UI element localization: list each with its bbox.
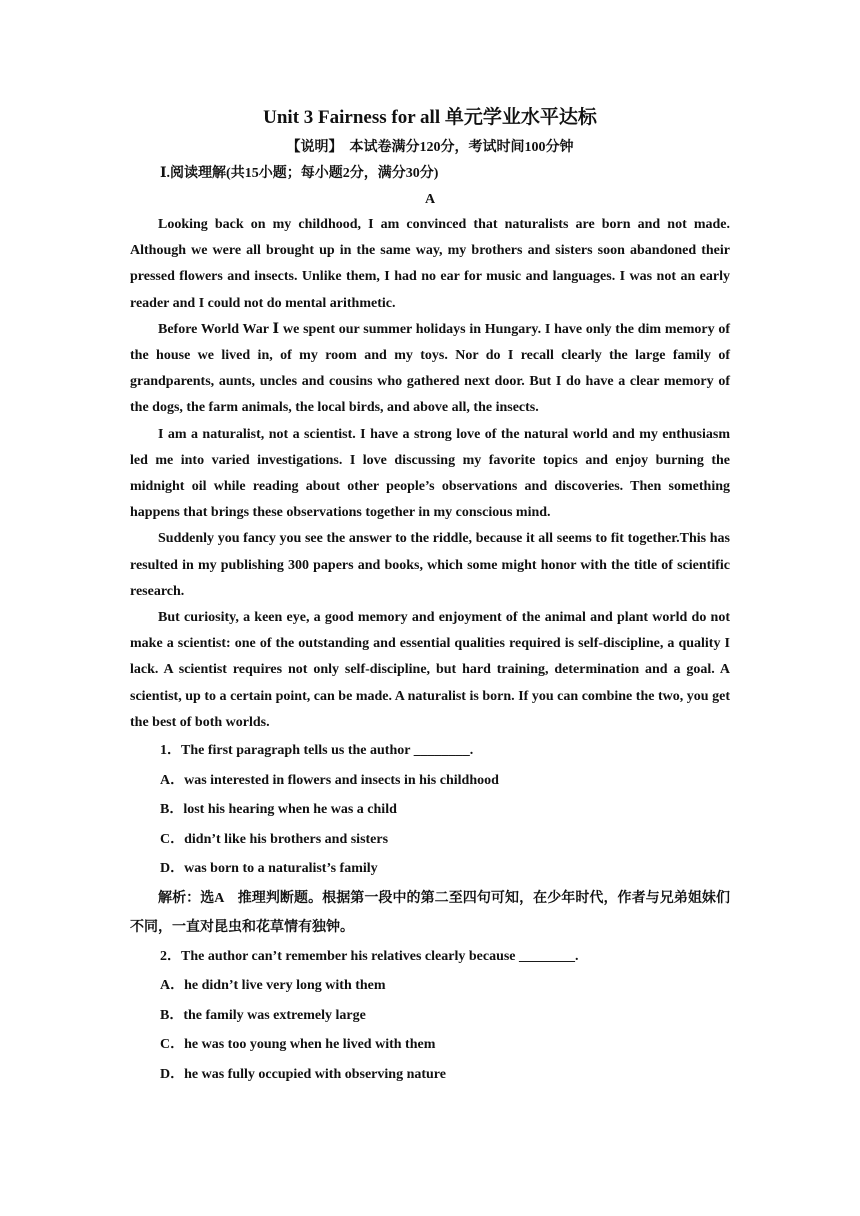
passage-paragraph: Suddenly you fancy you see the answer to the riddle, because it all seems to fit together.This has resulted in my publishing 300 papers and books, which some might honor with the title of scientific research.	[130, 531, 730, 599]
passage-paragraph: Looking back on my childhood, I am convinced that naturalists are born and not made. Although we were all brought up in the same way, my brothers and sisters soon abandoned their pressed flowers and insects. Unlike them, I had no ear for music and languages. I was not an early reader and I could not do mental arithmetic.	[130, 217, 730, 311]
question-1-option: B．lost his hearing when he was a child	[160, 802, 397, 818]
document-page	[130, 104, 730, 1089]
passage-paragraph: I am a naturalist, not a scientist. I have a strong love of the natural world and my enthusiasm led me into varied investigations. I love discussing my favorite topics and enjoy burning the midnight oil while reading about other people’s observations and discoveries. Then something happens that brings these observations together in my conscious mind.	[130, 426, 730, 521]
passage-label: A	[424, 192, 436, 207]
question-2-option: B．the family was extremely large	[160, 1007, 366, 1023]
question-2-option: C．he was too young when he lived with them	[160, 1037, 436, 1053]
question-2-option: D．he was fully occupied with observing nature	[160, 1066, 446, 1082]
document-title: Unit 3 Fairness for all 单元学业水平达标	[263, 107, 597, 128]
question-2-stem: 2．The author can’t remember his relatives clearly because ________.	[160, 948, 579, 964]
question-1-option: C．didn’t like his brothers and sisters	[160, 831, 389, 847]
passage-paragraph: Before World War Ⅰ we spent our summer holidays in Hungary. I have only the dim memory of the house we lived in, of my room and my toys. Nor do I recall clearly the large family of grandparents, aunts, uncles and cousins who gathered next door. But I do have a clear memory of the dogs, the farm animals, the local birds, and above all, the insects.	[130, 321, 730, 416]
exam-note: 【说明】 本试卷满分120分，考试时间100分钟	[286, 140, 574, 155]
question-1-option: D．was born to a naturalist’s family	[160, 861, 378, 877]
passage-paragraph: But curiosity, a keen eye, a good memory and enjoyment of the animal and plant world do not make a scientist: one of the outstanding and essential qualities required is self-discipline, a quality I lack. A scientist requires not only self-discipline, but hard training, determination and a goal. A scientist, up to a certain point, can be made. A naturalist is born. If you can combine the two, you get the best of both worlds.	[130, 610, 730, 730]
question-1-option: A．was interested in flowers and insects in his childhood	[160, 772, 499, 788]
section-heading: Ⅰ.阅读理解(共15小题；每小题2分，满分30分)	[160, 166, 439, 181]
question-1-analysis: 解析：选A 推理判断题。根据第一段中的第二至四句可知，在少年时代，作者与兄弟姐妹们不同，一直对昆虫和花草情有独钟。	[130, 890, 730, 935]
question-1-stem: 1．The first paragraph tells us the author ________.	[160, 743, 474, 759]
question-2-option: A．he didn’t live very long with them	[160, 978, 386, 994]
